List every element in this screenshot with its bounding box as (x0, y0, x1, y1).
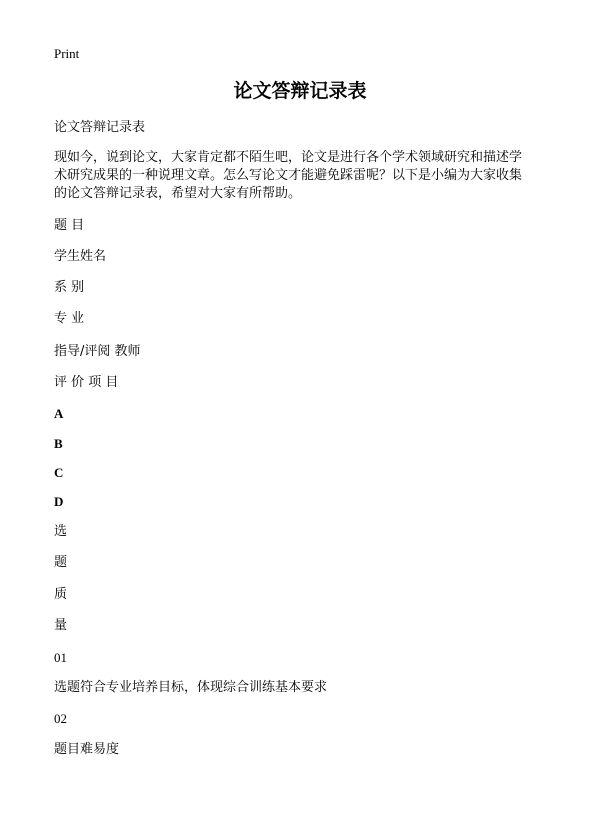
item-text-02: 题目难易度 (54, 742, 120, 757)
item-number-02: 02 (54, 711, 67, 726)
print-link[interactable]: Print (54, 46, 80, 61)
grade-d: D (54, 494, 64, 509)
grade-b: B (54, 436, 63, 451)
intro-line-2: 术研究成果的一种说理文章。怎么写论文才能避免踩雷呢？以下是小编为大家收集 (54, 168, 523, 183)
field-evaluation-items-label: 评 价 项 目 (54, 375, 119, 390)
item-text-01: 选题符合专业培养目标，体现综合训练基本要求 (54, 680, 328, 695)
field-student-name-label: 学生姓名 (54, 249, 107, 264)
category-char-2: 题 (54, 555, 68, 570)
grade-a: A (54, 406, 64, 421)
document-subtitle: 论文答辩记录表 (54, 120, 146, 135)
intro-paragraph (54, 149, 554, 203)
item-number-01: 01 (54, 650, 67, 665)
field-topic-label: 题 目 (54, 218, 85, 233)
intro-line-3: 的论文答辩记录表，希望对大家有所帮助。 (54, 186, 302, 201)
field-department-label: 系 别 (54, 280, 85, 295)
category-char-3: 质 (54, 587, 68, 602)
category-char-1: 选 (54, 524, 68, 539)
page-title: 论文答辩记录表 (233, 80, 367, 102)
intro-line-1: 现如今，说到论文，大家肯定都不陌生吧，论文是进行各个学术领域研究和描述学 (54, 150, 523, 165)
grade-c: C (54, 465, 64, 480)
field-advisor-label: 指导/评阅 教师 (54, 344, 141, 359)
category-char-4: 量 (54, 618, 68, 633)
field-major-label: 专 业 (54, 311, 85, 326)
